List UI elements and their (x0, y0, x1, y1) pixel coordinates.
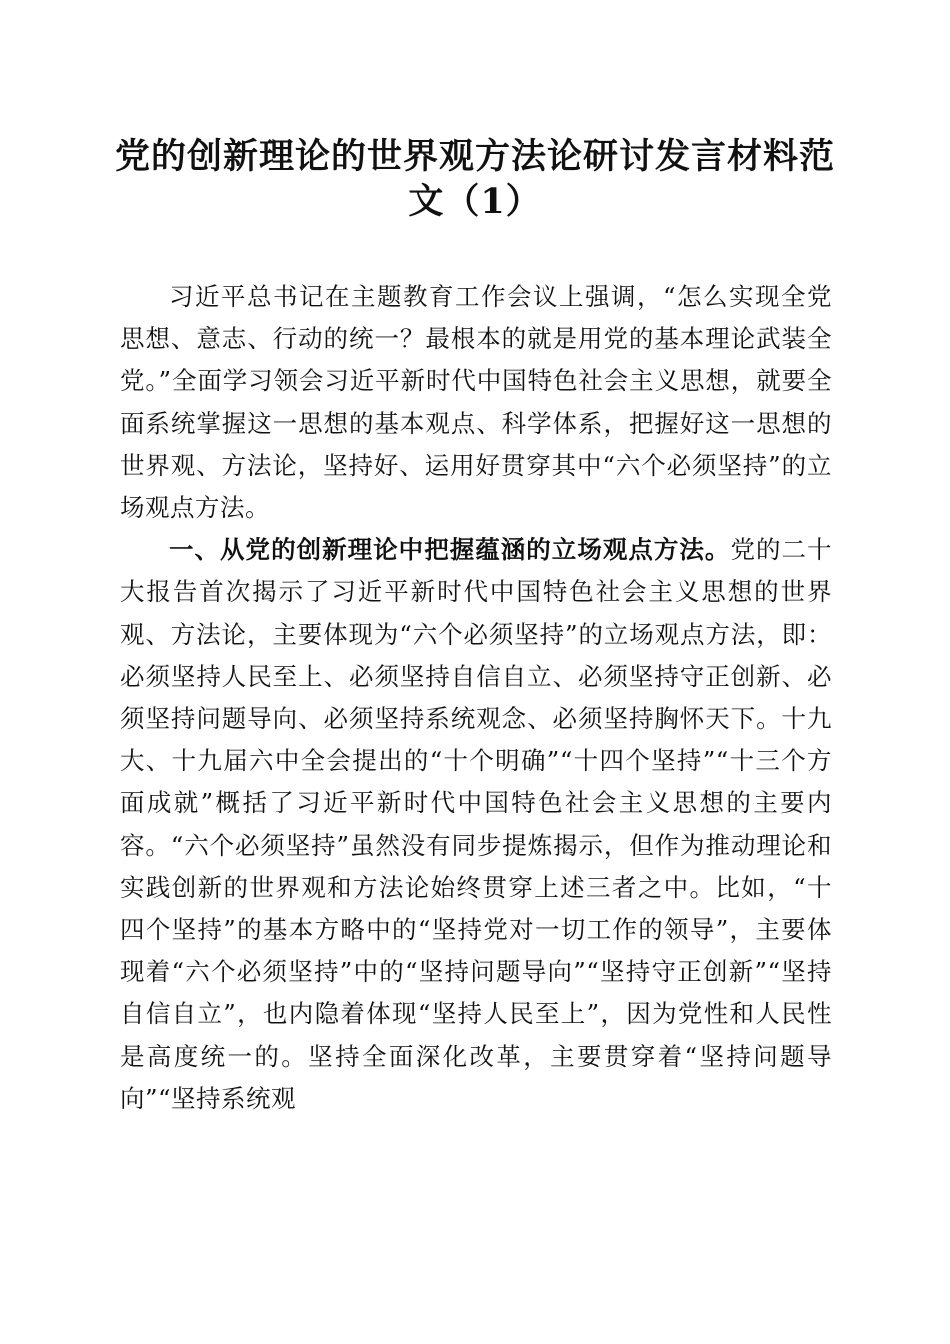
document-title: 党的创新理论的世界观方法论研讨发言材料范文（1） (114, 136, 835, 222)
section-one-paragraph (120, 529, 832, 1120)
intro-paragraph (120, 276, 832, 529)
section-one-heading: 一、从党的创新理论中把握蕴涵的立场观点方法。 (169, 535, 731, 565)
document-body (120, 276, 832, 1120)
paragraph-text: 习近平总书记在主题教育工作会议上强调，“怎么实现全党思想、意志、行动的统一？最根本的就是用党的基本理论武装全党。”全面学习领会习近平新时代中国特色社会主义思想，就要全面系统掌握这一思想的基本观点、科学体系，把握好这一思想的世界观、方法论，坚持好、运用好贯穿其中“六个必须坚持”的立场观点方法。 (120, 282, 832, 523)
section-one-text: 党的二十大报告首次揭示了习近平新时代中国特色社会主义思想的世界观、方法论，主要体现为“六个必须坚持”的立场观点方法，即：必须坚持人民至上、必须坚持自信自立、必须坚持守正创新、必须坚持问题导向、必须坚持系统观念、必须坚持胸怀天下。十九大、十九届六中全会提出的“十个明确”“十四个坚持”“十三个方面成就”概括了习近平新时代中国特色社会主义思想的主要内容。“六个必须坚持”虽然没有同步提炼揭示，但作为推动理论和实践创新的世界观和方法论始终贯穿上述三者之中。比如，“十四个坚持”的基本方略中的“坚持党对一切工作的领导”，主要体现着“六个必须坚持”中的“坚持问题导向”“坚持守正创新”“坚持自信自立”，也内隐着体现“坚持人民至上”，因为党性和人民性是高度统一的。坚持全面深化改革，主要贯穿着“坚持问题导向”“坚持系统观 (120, 535, 832, 1113)
